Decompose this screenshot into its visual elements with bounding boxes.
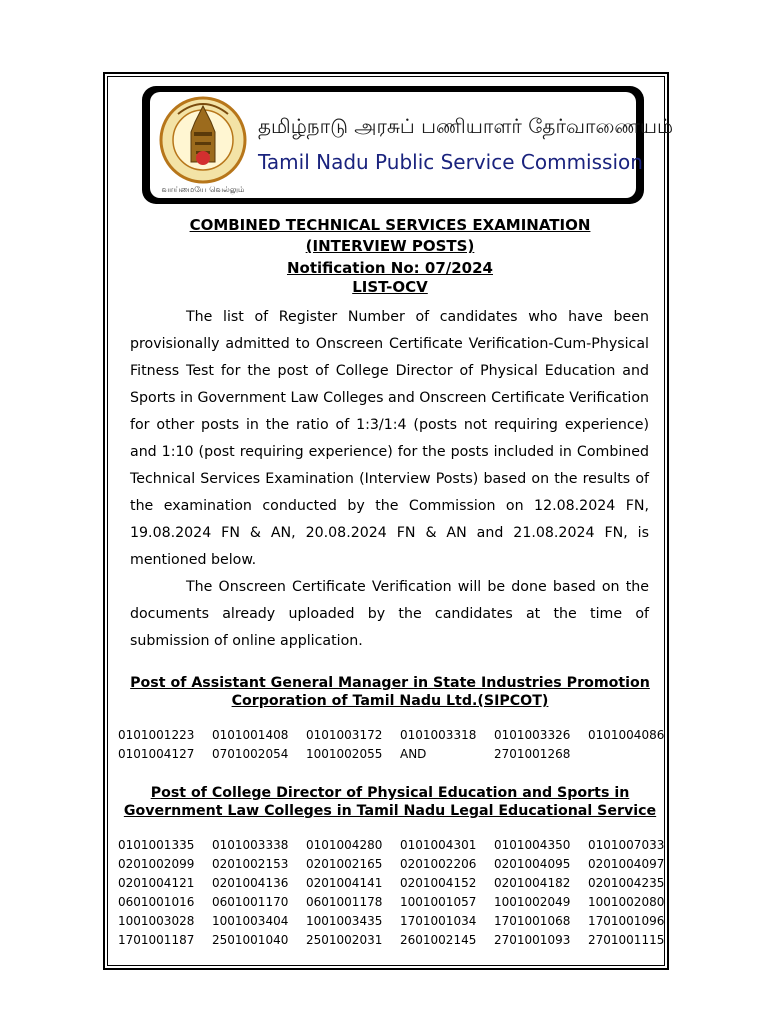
register-number: 0201004235 — [588, 876, 665, 890]
register-number: AND — [400, 747, 427, 761]
register-number: 2501002031 — [306, 933, 383, 947]
register-number: 0201004095 — [494, 857, 571, 871]
register-number: 0201004136 — [212, 876, 289, 890]
post-heading-college-director — [110, 784, 670, 820]
register-number: 0601001170 — [212, 895, 289, 909]
register-number: 0101004301 — [400, 838, 477, 852]
register-number: 0101004127 — [118, 747, 195, 761]
intro-paragraph: The list of Register Number of candidates who have been provisionally admitted to Onscreen Certificate Verification-Cum-Physical Fitness Test for the post of College Director of Physical Education and Sports in Government Law Colleges and Onscreen Certificate Verification for other posts in the ratio of 1:3/1:4 (posts not requiring experience) and 1:10 (post requiring experience) for the posts included in Combined Technical Services Examination (Interview Posts) based on the results of the examination conducted by the Commission on 12.08.2024 FN, 19.08.2024 FN & AN, 20.08.2024 FN & AN and 21.08.2024 FN, is mentioned below. — [130, 309, 649, 568]
register-number: 0101007033 — [588, 838, 665, 852]
register-number: 1001002055 — [306, 747, 383, 761]
register-number: 1001001057 — [400, 895, 477, 909]
register-number: 0201004182 — [494, 876, 571, 890]
register-number-list-sipcot — [118, 726, 682, 764]
register-number: 0201004141 — [306, 876, 383, 890]
register-number: 0601001016 — [118, 895, 195, 909]
title-tamil: தமிழ்நாடு அரசுப் பணியாளர் தேர்வாணையம் — [258, 114, 674, 138]
register-number: 0101003326 — [494, 728, 571, 742]
register-number: 0201002153 — [212, 857, 289, 871]
register-number: 1001002049 — [494, 895, 571, 909]
register-number: 0101003318 — [400, 728, 477, 742]
register-number: 1001003404 — [212, 914, 289, 928]
register-number: 0101004350 — [494, 838, 571, 852]
register-number: 0101004280 — [306, 838, 383, 852]
title-english: Tamil Nadu Public Service Commission — [258, 150, 643, 174]
post-title-line: Corporation of Tamil Nadu Ltd.(SIPCOT) — [231, 693, 549, 709]
register-number: 1701001068 — [494, 914, 571, 928]
exam-title: COMBINED TECHNICAL SERVICES EXAMINATION — [189, 216, 591, 234]
register-number: 2701001268 — [494, 747, 571, 761]
register-number: 0101004086 — [588, 728, 665, 742]
register-number: 0201004152 — [400, 876, 477, 890]
register-number: 1701001096 — [588, 914, 665, 928]
list-type: LIST-OCV — [352, 278, 428, 296]
svg-text:வாய்மையே வெல்லும்: வாய்மையே வெல்லும் — [161, 185, 245, 194]
register-number: 2701001093 — [494, 933, 571, 947]
notification-number: Notification No: 07/2024 — [286, 259, 493, 277]
register-number: 1001003435 — [306, 914, 383, 928]
register-number: 0201004097 — [588, 857, 665, 871]
register-number: 2601002145 — [400, 933, 477, 947]
register-number: 1001003028 — [118, 914, 195, 928]
register-number: 2701001115 — [588, 933, 665, 947]
register-number-list-college-director — [118, 836, 682, 950]
exam-subtitle: (INTERVIEW POSTS) — [305, 237, 475, 255]
register-number: 0601001178 — [306, 895, 383, 909]
register-number: 1701001187 — [118, 933, 195, 947]
post-title-line: Post of College Director of Physical Education and Sports in — [150, 785, 630, 801]
register-number: 1701001034 — [400, 914, 477, 928]
register-number: 0101001408 — [212, 728, 289, 742]
register-number: 0101001335 — [118, 838, 195, 852]
post-title-line: Government Law Colleges in Tamil Nadu Legal Educational Service — [123, 803, 657, 819]
register-number: 0201002206 — [400, 857, 477, 871]
register-number: 0201002099 — [118, 857, 195, 871]
register-number: 1001002080 — [588, 895, 665, 909]
register-number: 0101001223 — [118, 728, 195, 742]
register-number: 0701002054 — [212, 747, 289, 761]
register-number: 2501001040 — [212, 933, 289, 947]
register-number: 0201004121 — [118, 876, 195, 890]
post-title-line: Post of Assistant General Manager in State Industries Promotion — [130, 675, 650, 691]
tnpsc-emblem — [158, 92, 248, 196]
verification-paragraph: The Onscreen Certificate Verification will be done based on the documents already uploaded by the candidates at the time of submission of online application. — [130, 579, 649, 649]
register-number: 0101003172 — [306, 728, 383, 742]
register-number: 0101003338 — [212, 838, 289, 852]
register-number: 0201002165 — [306, 857, 383, 871]
post-heading-sipcot — [110, 674, 670, 710]
